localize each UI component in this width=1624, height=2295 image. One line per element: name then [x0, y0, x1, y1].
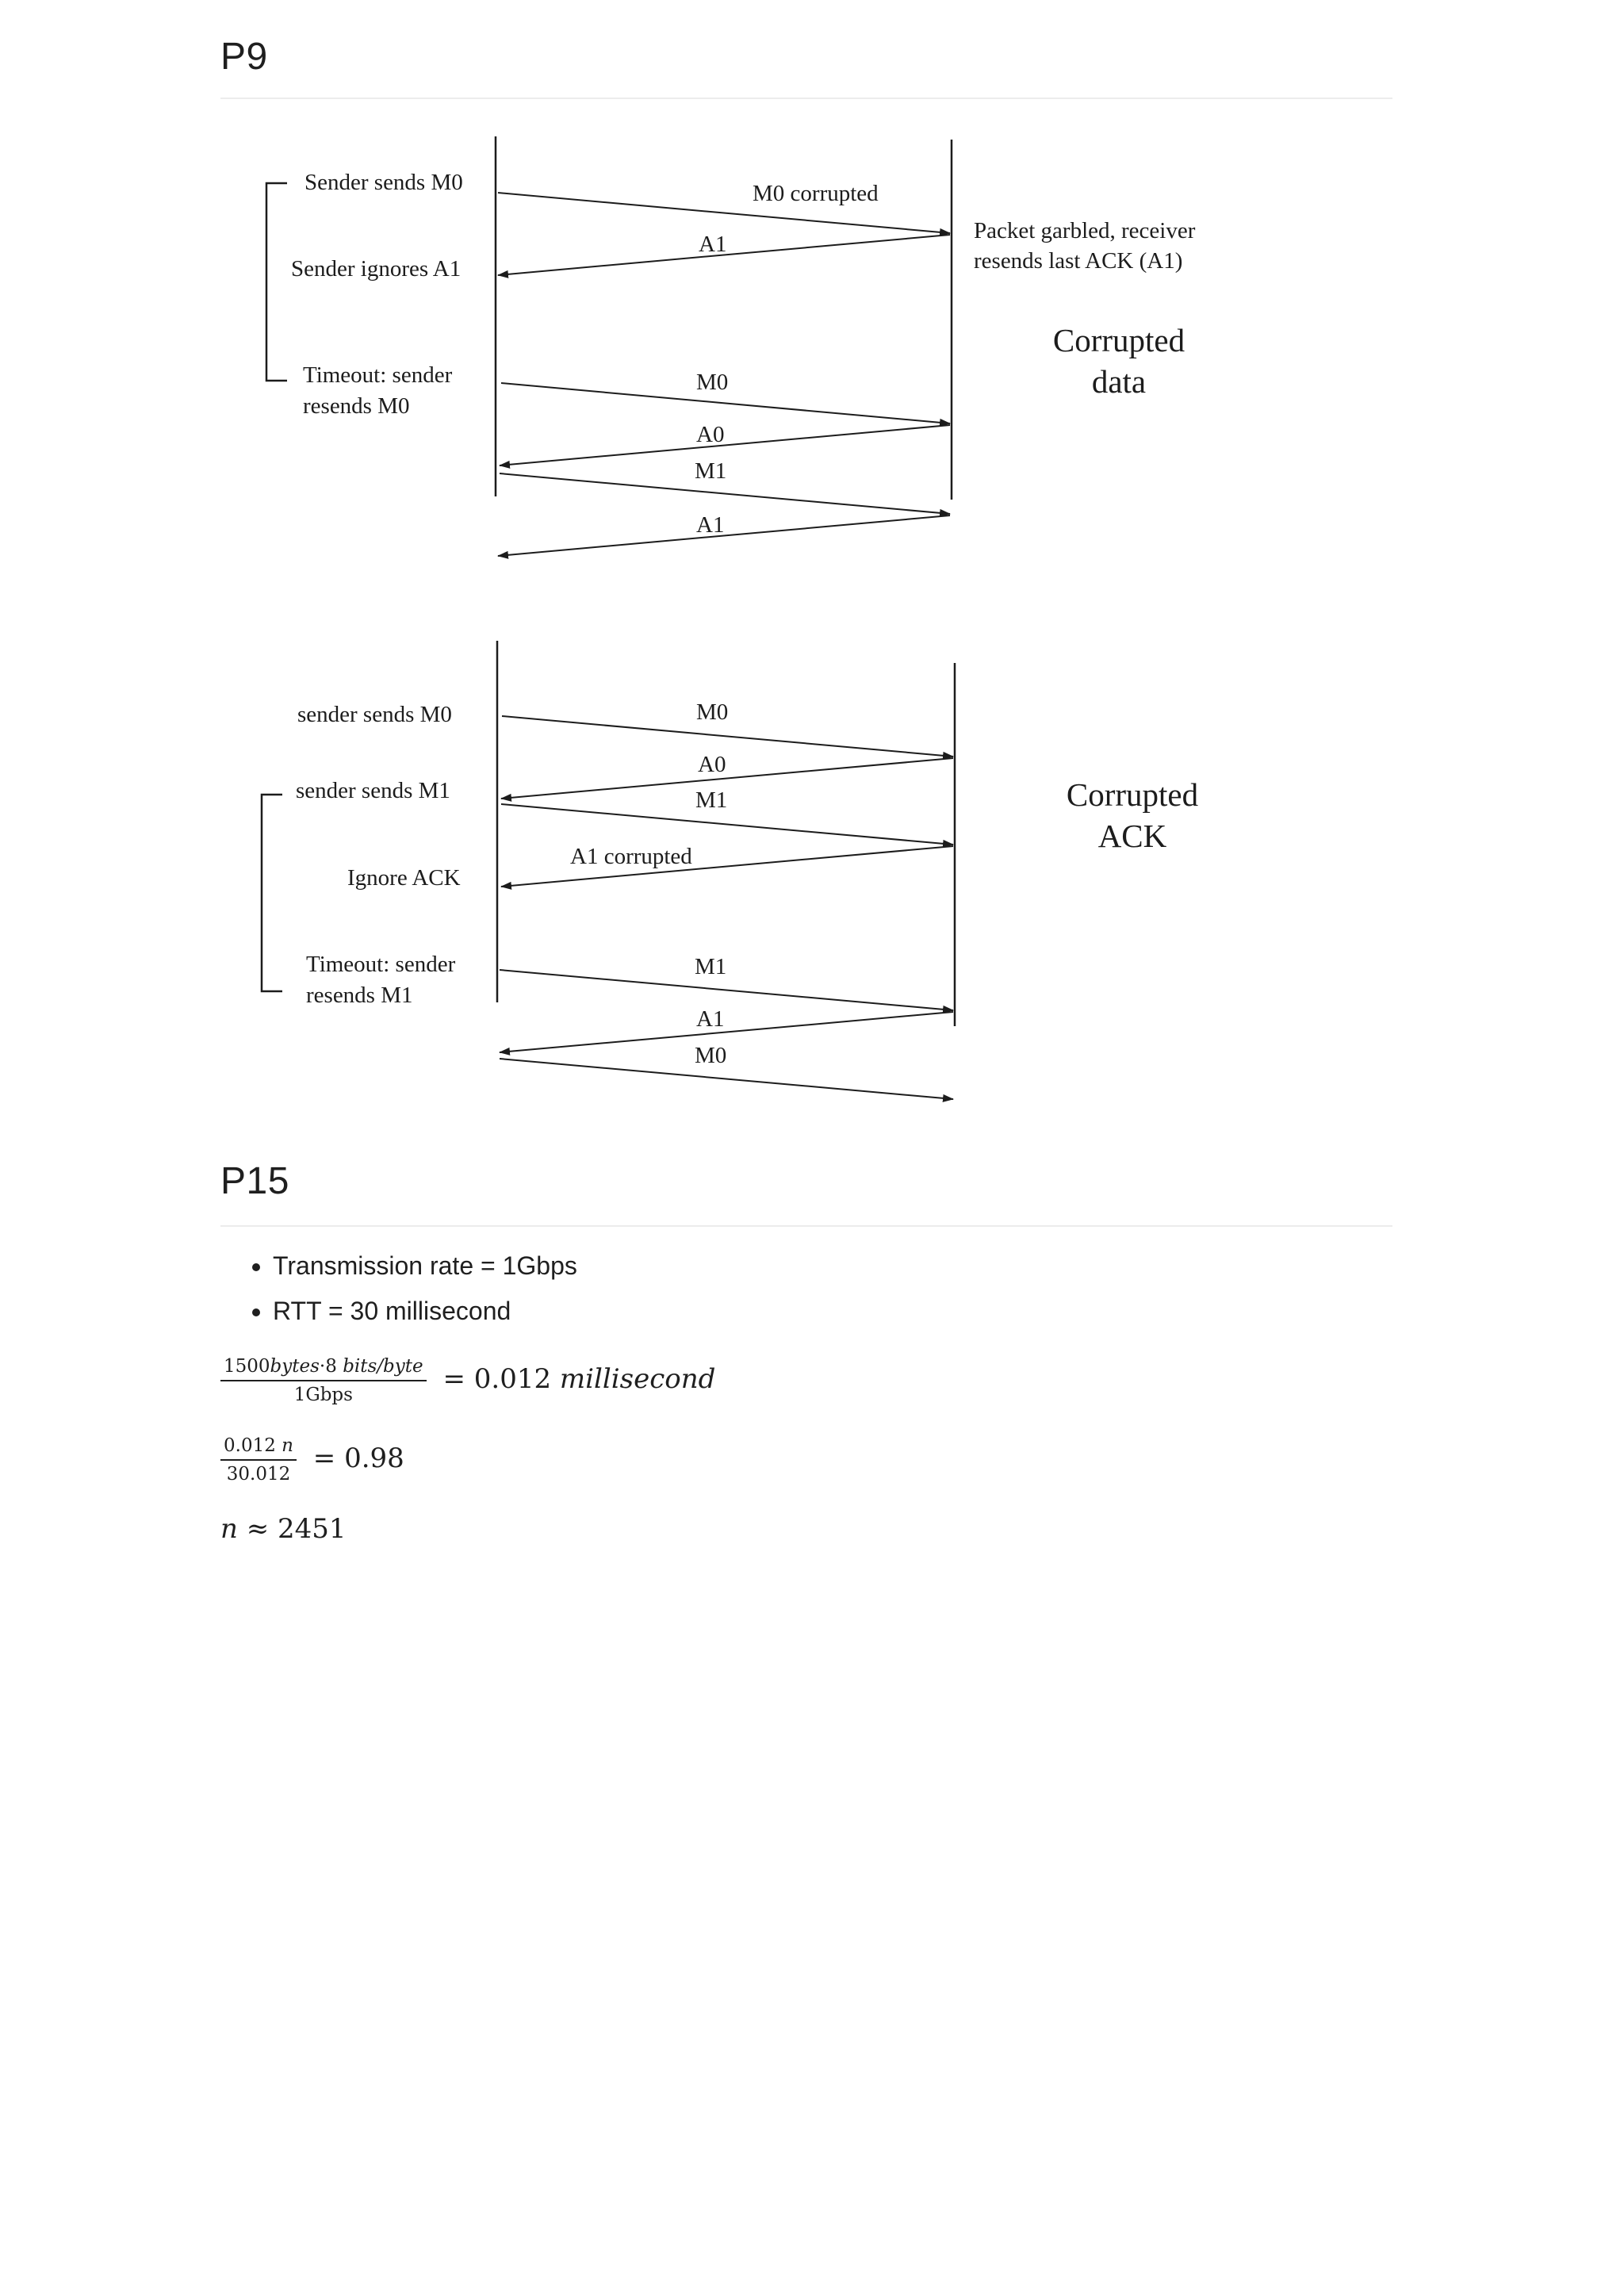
fraction — [220, 1356, 427, 1405]
heading-divider — [220, 1225, 1392, 1227]
diagram-caption: data — [1091, 363, 1147, 400]
sender-label: Timeout: sender — [306, 952, 456, 977]
message-label: A1 — [696, 1006, 725, 1032]
retransmission-bracket — [266, 183, 287, 381]
parameter-list — [220, 1243, 577, 1334]
math-term: = 0.98 — [312, 1443, 404, 1474]
numerator — [220, 1356, 427, 1381]
sender-label: sender sends M1 — [296, 778, 450, 803]
message-label: A1 corrupted — [570, 844, 692, 869]
math-term: = 0.012 — [442, 1363, 560, 1395]
sender-label: resends M1 — [306, 983, 413, 1008]
message-label: A1 — [699, 232, 727, 257]
equation-utilization — [220, 1435, 404, 1485]
numerator — [220, 1435, 297, 1461]
math-term: n — [282, 1435, 293, 1456]
section-heading-p15: P15 — [220, 1160, 289, 1202]
sender-label: sender sends M0 — [297, 702, 452, 727]
sender-label: Sender sends M0 — [304, 170, 463, 195]
denominator: 1Gbps — [293, 1385, 353, 1405]
receiver-label: Packet garbled, receiver — [974, 218, 1196, 243]
math-term: ·8 — [319, 1356, 343, 1377]
message-label: M1 — [695, 787, 728, 813]
sender-label: Ignore ACK — [347, 865, 461, 891]
denominator: 30.012 — [226, 1464, 291, 1485]
corrupted-data-diagram — [266, 136, 1196, 556]
diagram-caption: Corrupted — [1066, 776, 1199, 813]
sender-label: resends M0 — [303, 393, 410, 419]
corrupted-ack-diagram — [262, 641, 1198, 1099]
math-term: ≈ 2451 — [237, 1513, 347, 1545]
message-label: M0 — [696, 370, 729, 395]
math-term: n — [220, 1513, 238, 1545]
list-item: • RTT = 30 millisecond — [273, 1289, 577, 1334]
message-arrow — [498, 193, 950, 233]
sender-label: Timeout: sender — [303, 362, 453, 388]
diagram-caption: ACK — [1097, 818, 1167, 854]
message-label: M1 — [695, 458, 727, 484]
retransmission-bracket — [262, 795, 282, 991]
message-label: M1 — [695, 954, 727, 979]
message-label: M0 — [695, 1043, 727, 1068]
message-label: M0 — [696, 699, 729, 725]
equation-transmission-time — [220, 1356, 715, 1405]
math-term: 0.012 — [224, 1435, 282, 1456]
math-term: bytes — [270, 1356, 320, 1377]
math-term: 1500 — [224, 1356, 270, 1377]
math-term: bits/byte — [343, 1356, 423, 1377]
message-label: A1 — [696, 512, 725, 538]
message-label: A0 — [698, 752, 726, 777]
message-label: M0 corrupted — [753, 181, 879, 206]
section-heading-p9: P9 — [220, 36, 268, 78]
heading-divider — [220, 98, 1392, 99]
fraction — [220, 1435, 297, 1485]
diagram-caption: Corrupted — [1052, 322, 1185, 358]
equation-window-size — [220, 1513, 347, 1545]
message-arrow — [501, 846, 953, 887]
receiver-label: resends last ACK (A1) — [974, 248, 1183, 274]
list-item: • Transmission rate = 1Gbps — [273, 1243, 577, 1289]
message-label: A0 — [696, 422, 725, 447]
sender-label: Sender ignores A1 — [291, 256, 462, 282]
math-term: millisecond — [559, 1363, 716, 1395]
stop-and-wait-diagram — [220, 127, 1392, 1118]
